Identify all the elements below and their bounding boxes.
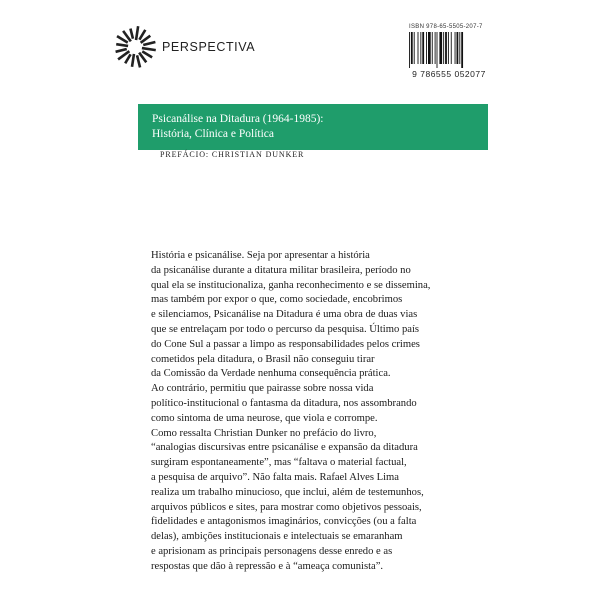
barcode-icon — [408, 32, 488, 68]
blurb-line: que se entrelaçam por todo o percurso da pesquisa. Último país — [151, 323, 420, 335]
blurb-line: Como ressalta Christian Dunker no prefácio do livro, — [151, 427, 377, 439]
blurb-line: e aprisionam as principais personagens desse enredo e as — [151, 545, 393, 557]
blurb-line: Ao contrário, permitiu que pairasse sobre nossa vida — [151, 383, 374, 395]
blurb-line: como sintoma de uma neurose, que viola e corrompe. — [151, 412, 378, 424]
blurb-line: fidelidades e antagonismos imaginários, convicções (ou a falta — [151, 516, 417, 528]
blurb-line: respostas que dão à repressão e à “ameaça comunista”. — [151, 560, 384, 572]
publisher-logo-icon — [112, 24, 158, 70]
blurb-line: “analogias discursivas entre psicanálise e expansão da ditadura — [151, 442, 418, 454]
barcode-digits: 9 786555 052077 — [412, 69, 486, 79]
blurb-text — [151, 249, 511, 575]
blurb-line: a pesquisa de arquivo”. Não falta mais. Rafael Alves Lima — [151, 471, 399, 483]
blurb-line: surgiram espontaneamente”, mas “faltava o material factual, — [151, 457, 407, 469]
blurb-line: História e psicanálise. Seja por apresentar a história — [151, 250, 370, 261]
publisher-name: PERSPECTIVA — [162, 40, 256, 54]
blurb-line: do Cone Sul a passar a limpo as responsabilidades pelos crimes — [151, 338, 420, 350]
book-title: Psicanálise na Ditadura (1964-1985): — [152, 113, 324, 125]
blurb-line: arquivos públicos e sites, para mostrar como objetivos pessoais, — [151, 501, 422, 513]
blurb-line: cometidos pela ditadura, o Brasil não conseguiu tirar — [151, 353, 375, 365]
blurb-line: mas também por expor o que, como sociedade, encobrimos — [151, 294, 403, 306]
blurb-line: e silenciamos, Psicanálise na Ditadura é uma obra de duas vias — [151, 309, 418, 321]
title-band — [138, 104, 488, 150]
preface-credit: PREFÁCIO: CHRISTIAN DUNKER — [160, 150, 305, 159]
blurb-line: qual ela se institucionaliza, ganha reconhecimento e se dissemina, — [151, 279, 431, 291]
isbn-label: ISBN 978-65-5505-207-7 — [409, 24, 483, 30]
blurb-line: realiza um trabalho minucioso, que inclui, além de testemunhos, — [151, 486, 424, 498]
book-subtitle: História, Clínica e Política — [152, 128, 275, 140]
blurb-line: político-institucional o fantasma da ditadura, nos assombrando — [151, 397, 417, 409]
blurb-line: da Comissão da Verdade nenhuma consequência prática. — [151, 368, 391, 380]
blurb-line: delas), ambições institucionais e intelectuais se emaranham — [151, 531, 403, 543]
blurb-line: da psicanálise durante a ditatura militar brasileira, período no — [151, 264, 411, 276]
